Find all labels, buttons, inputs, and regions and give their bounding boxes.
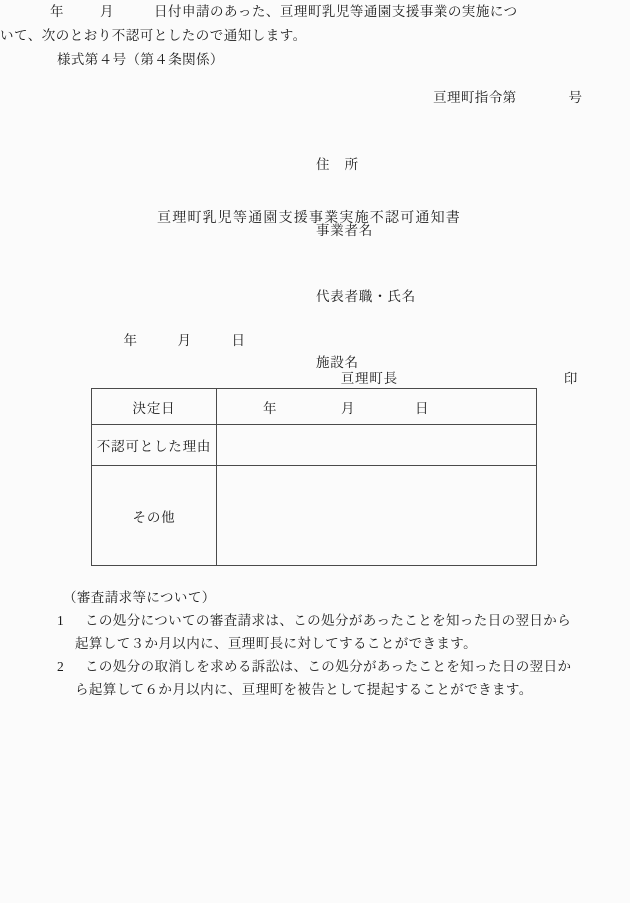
note-number: 1 — [57, 613, 65, 628]
form-number: 様式第４号（第４条関係） — [57, 52, 224, 67]
table-row — [92, 466, 537, 566]
row-value-decision-date[interactable] — [217, 389, 537, 425]
decision-table — [91, 388, 537, 566]
note-line-1: この処分の取消しを求める訴訟は、この処分があったことを知った日の翌日か — [85, 659, 572, 674]
note-number: 2 — [57, 659, 65, 674]
issue-date-year: 年 — [123, 333, 138, 348]
addressee-facility-name: 施設名 — [316, 355, 359, 370]
order-number-label: 亘理町指令第 — [433, 90, 517, 105]
signatory-name: 亘理町長 — [340, 371, 398, 386]
notes-heading: （審査請求等について） — [63, 590, 216, 605]
body-month: 月 — [100, 4, 114, 19]
appeal-notes — [57, 586, 587, 701]
note-line-2: 起算して３か月以内に、亘理町長に対してすることができます。 — [75, 636, 478, 651]
seal-mark: 印 — [563, 371, 579, 386]
decision-date-day: 日 — [415, 400, 430, 416]
table-row — [92, 389, 537, 425]
row-label-reason: 不認可とした理由 — [92, 425, 217, 466]
body-year: 年 — [50, 4, 64, 19]
issue-date-month: 月 — [177, 333, 192, 348]
note-line-1: この処分についての審査請求は、この処分があったことを知った日の翌日から — [85, 613, 572, 628]
note-line-2: ら起算して６か月以内に、亘理町を被告として提起することができます。 — [75, 682, 533, 697]
issue-date-day: 日 — [231, 333, 246, 348]
body-paragraph — [0, 0, 520, 48]
addressee-address: 住 所 — [316, 157, 359, 172]
row-value-reason[interactable] — [217, 425, 537, 466]
decision-date-month: 月 — [341, 400, 356, 416]
order-number-suffix: 号 — [568, 90, 583, 105]
page-title: 亘理町乳児等通園支援事業実施不認可通知書 — [157, 211, 461, 226]
row-label-decision-date: 決定日 — [92, 389, 217, 425]
addressee-representative: 代表者職・氏名 — [316, 289, 417, 304]
row-value-other[interactable] — [217, 466, 537, 566]
note-item-1 — [57, 609, 587, 655]
note-item-2 — [57, 655, 587, 701]
issue-date-line — [108, 313, 246, 365]
table-row — [92, 425, 537, 466]
decision-date-year: 年 — [263, 400, 278, 416]
order-number-line — [418, 70, 582, 122]
addressee-business-name: 事業者名 — [316, 223, 374, 238]
body-text: 日付申請のあった、亘理町乳児等通園支援事業の実施について、次のとおり不認可としたので通知します。 — [0, 4, 518, 43]
row-label-other: その他 — [92, 466, 217, 566]
